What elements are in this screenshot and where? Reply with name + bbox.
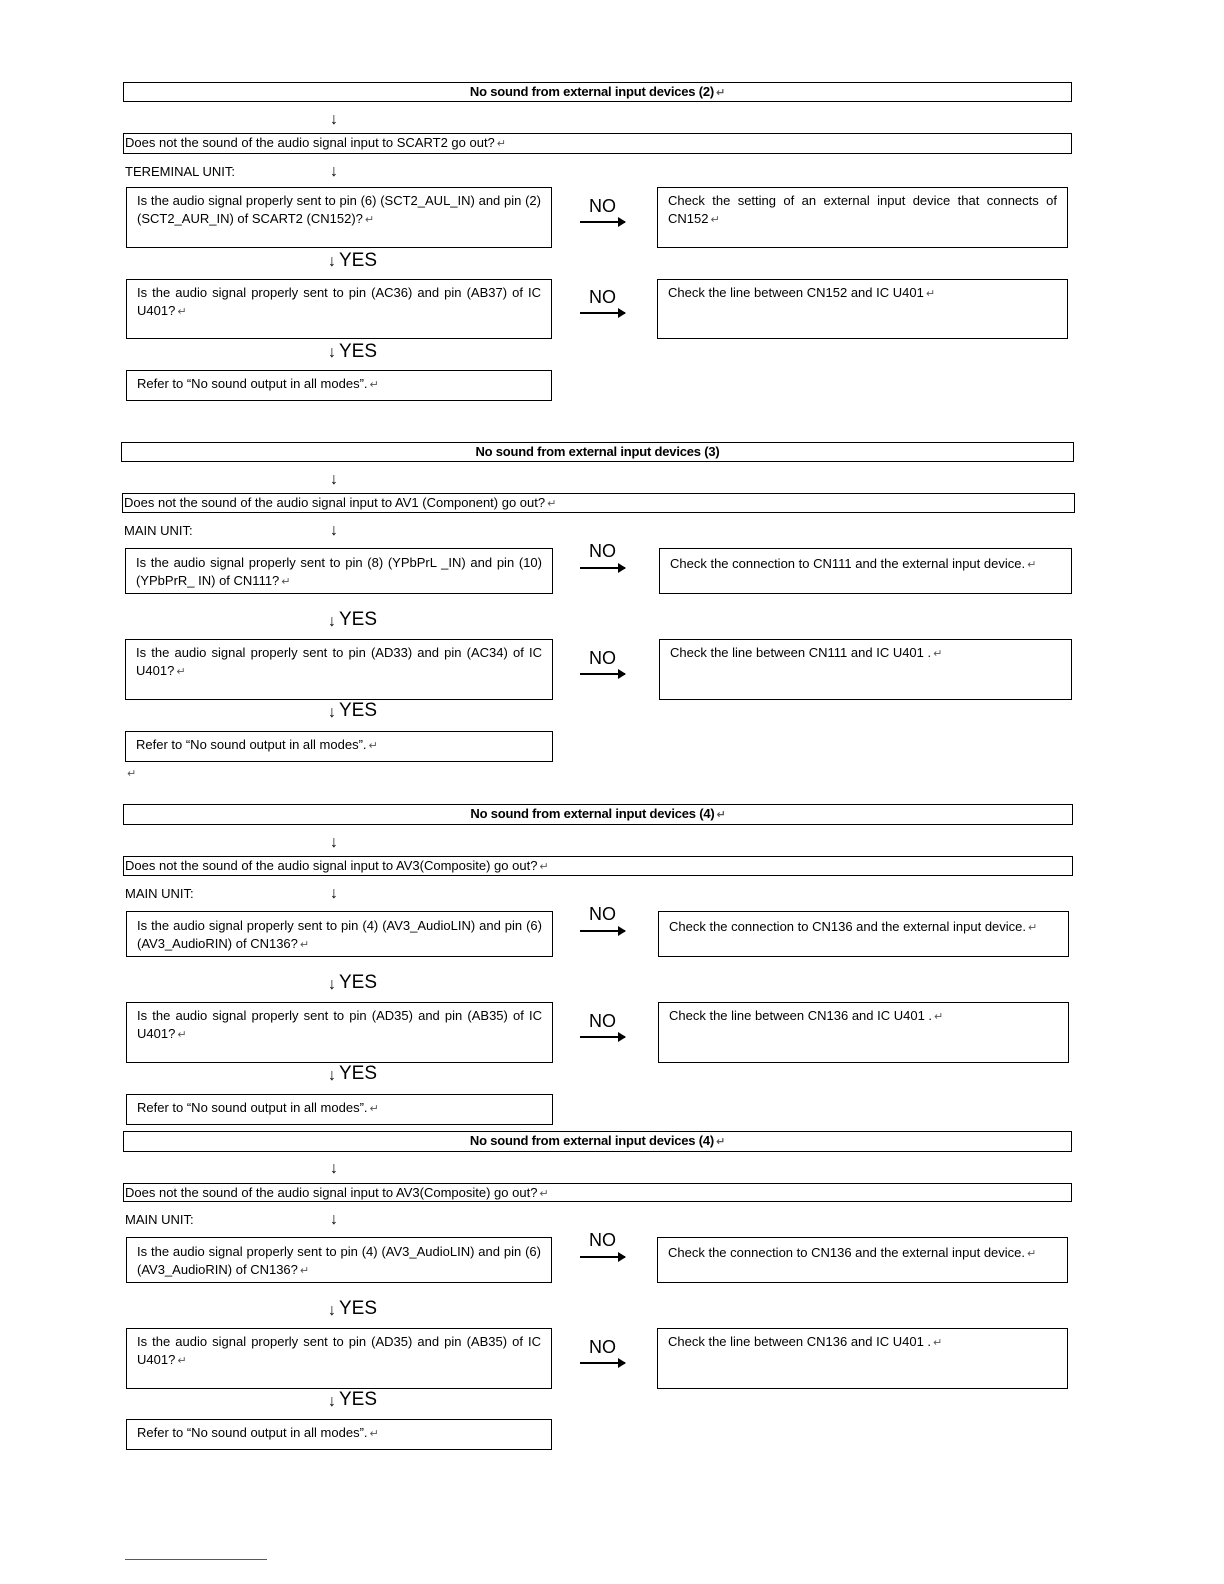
no-label: NO [589,648,616,668]
right-arrow-icon [580,673,625,675]
down-arrow-icon: ↓ [328,1393,336,1410]
right-arrow-icon [580,1362,625,1364]
right-arrow-icon [580,1036,625,1038]
yes-label: YES [339,1298,378,1319]
section-4-step1-no-box: Check the connection to CN136 and the external input device. ↵ [657,1237,1068,1283]
section-1-unit: TEREMINAL UNIT: [125,164,236,179]
down-arrow-icon: ↓ [330,163,338,180]
right-arrow-icon [580,930,625,932]
footnote-separator [125,1559,267,1560]
section-3-step1-no-box: Check the connection to CN136 and the external input device. ↵ [658,911,1069,957]
section-1-step2-no-box: Check the line between CN152 and IC U401 ↵ [657,279,1068,339]
section-1-step1-box: Is the audio signal properly sent to pin (6) (SCT2_AUL_IN) and pin (2) (SCT2_AUR_IN) of SCART2 (CN152)? ↵ [126,187,552,248]
section-2-final-box: Refer to “No sound output in all modes”. ↵ [125,731,553,762]
section-3-question: Does not the sound of the audio signal input to AV3(Composite) go out? ↵ [123,856,1073,876]
section-1-step2-box: Is the audio signal properly sent to pin (AC36) and pin (AB37) of IC U401? ↵ [126,279,552,339]
down-arrow-icon: ↓ [330,471,338,488]
yes-label: YES [339,250,378,271]
section-4-step2-box: Is the audio signal properly sent to pin (AD35) and pin (AB35) of IC U401? ↵ [126,1328,552,1389]
down-arrow-icon: ↓ [330,885,338,902]
no-label: NO [589,541,616,561]
no-label: NO [589,1011,616,1031]
section-2-unit: MAIN UNIT: [124,523,193,538]
section-4-question: Does not the sound of the audio signal input to AV3(Composite) go out? ↵ [123,1183,1072,1202]
yes-label: YES [339,1063,378,1084]
no-label: NO [589,196,616,216]
section-3-unit: MAIN UNIT: [125,886,194,901]
section-4-title: No sound from external input devices (4) ↵ [123,1131,1072,1152]
no-label: NO [589,287,616,307]
section-2-step1-no-box: Check the connection to CN111 and the external input device. ↵ [659,548,1072,594]
yes-label: YES [339,1389,378,1410]
yes-label: YES [339,972,378,993]
section-3-title: No sound from external input devices (4) ↵ [123,804,1073,825]
section-3-step1-box: Is the audio signal properly sent to pin (4) (AV3_AudioLIN) and pin (6) (AV3_AudioRIN) of CN136? ↵ [126,911,553,957]
down-arrow-icon: ↓ [328,1302,336,1319]
down-arrow-icon: ↓ [330,1211,338,1228]
down-arrow-icon: ↓ [328,253,336,270]
section-2-step1-box: Is the audio signal properly sent to pin (8) (YPbPrL _IN) and pin (10) (YPbPrR_ IN) of CN111? ↵ [125,548,553,594]
section-3-step2-no-box: Check the line between CN136 and IC U401 . ↵ [658,1002,1069,1063]
yes-label: YES [339,341,378,362]
section-1-title: No sound from external input devices (2) ↵ [123,82,1072,102]
down-arrow-icon: ↓ [330,1160,338,1177]
down-arrow-icon: ↓ [328,613,336,630]
section-2-step2-no-box: Check the line between CN111 and IC U401 . ↵ [659,639,1072,700]
down-arrow-icon: ↓ [328,344,336,361]
down-arrow-icon: ↓ [330,111,338,128]
yes-label: YES [339,700,378,721]
right-arrow-icon [580,567,625,569]
section-4-step2-no-box: Check the line between CN136 and IC U401 . ↵ [657,1328,1068,1389]
section-2-title: No sound from external input devices (3) [121,442,1074,462]
section-2-step2-box: Is the audio signal properly sent to pin (AD33) and pin (AC34) of IC U401? ↵ [125,639,553,700]
right-arrow-icon [580,221,625,223]
no-label: NO [589,904,616,924]
right-arrow-icon [580,1256,625,1258]
section-4-final-box: Refer to “No sound output in all modes”. ↵ [126,1419,552,1450]
down-arrow-icon: ↓ [328,1067,336,1084]
yes-label: YES [339,609,378,630]
section-3-step2-box: Is the audio signal properly sent to pin (AD35) and pin (AB35) of IC U401? ↵ [126,1002,553,1063]
section-3-final-box: Refer to “No sound output in all modes”. ↵ [126,1094,553,1125]
down-arrow-icon: ↓ [328,704,336,721]
section-1-step1-no-box: Check the setting of an external input device that connects of CN152 ↵ [657,187,1068,248]
section-1-question: Does not the sound of the audio signal input to SCART2 go out? ↵ [123,133,1072,154]
return-mark: ↵ [127,768,137,780]
right-arrow-icon [580,312,625,314]
section-4-step1-box: Is the audio signal properly sent to pin (4) (AV3_AudioLIN) and pin (6) (AV3_AudioRIN) of CN136? ↵ [126,1237,552,1283]
down-arrow-icon: ↓ [328,976,336,993]
section-4-unit: MAIN UNIT: [125,1212,194,1227]
down-arrow-icon: ↓ [330,834,338,851]
no-label: NO [589,1230,616,1250]
down-arrow-icon: ↓ [330,522,338,539]
section-1-final-box: Refer to “No sound output in all modes”. ↵ [126,370,552,401]
no-label: NO [589,1337,616,1357]
section-2-question: Does not the sound of the audio signal input to AV1 (Component) go out? ↵ [122,493,1075,513]
